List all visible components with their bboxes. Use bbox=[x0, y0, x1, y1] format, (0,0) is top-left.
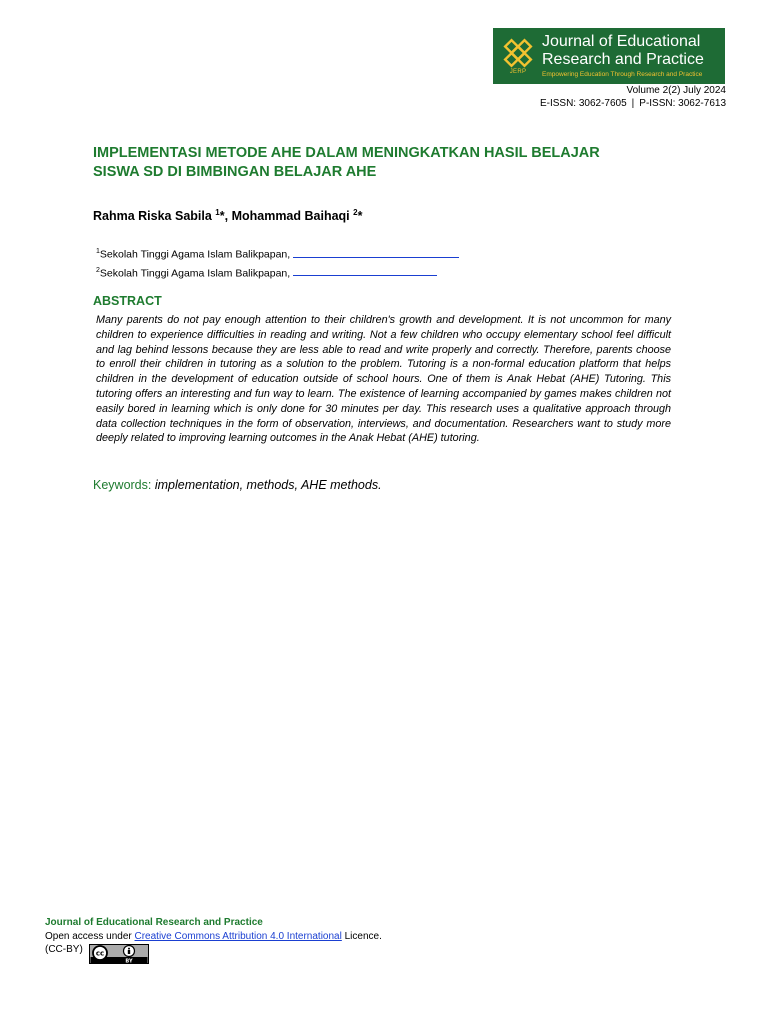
svg-text:cc: cc bbox=[95, 949, 104, 958]
author-separator: , bbox=[224, 209, 232, 224]
cc-by-badge-icon[interactable] bbox=[89, 944, 149, 969]
eissn: E-ISSN: 3062-7605 bbox=[539, 98, 627, 109]
email-link[interactable] bbox=[293, 247, 459, 258]
issn-separator: | bbox=[631, 98, 635, 109]
logo-text bbox=[542, 33, 704, 79]
logo-abbreviation: JERP bbox=[509, 68, 527, 75]
badge-by-text: BY bbox=[125, 958, 133, 964]
keywords bbox=[93, 478, 382, 492]
license-link[interactable]: Creative Commons Attribution 4.0 International bbox=[134, 930, 342, 942]
journal-logo-banner bbox=[493, 28, 725, 84]
corresponding-mark: * bbox=[219, 209, 225, 224]
license-suffix: Licence. bbox=[341, 930, 382, 942]
author-affil-sup: 1 bbox=[215, 208, 220, 217]
affiliation-item bbox=[96, 244, 459, 263]
issue-info bbox=[540, 84, 726, 110]
title-line-1: IMPLEMENTASI METODE AHE DALAM MENINGKATKAN HASIL BELAJAR bbox=[93, 145, 600, 161]
license-line bbox=[45, 930, 382, 944]
title-line-2: SISWA SD DI BIMBINGAN BELAJAR AHE bbox=[93, 164, 377, 180]
cc-row bbox=[45, 943, 382, 969]
author-name: Mohammad Baihaqi bbox=[231, 209, 354, 224]
abstract-heading: ABSTRACT bbox=[93, 294, 162, 308]
license-prefix: Open access under bbox=[45, 930, 135, 942]
article-title bbox=[93, 144, 653, 182]
affiliation-text: Sekolah Tinggi Agama Islam Balikpapan, bbox=[99, 267, 294, 279]
affiliation-text: Sekolah Tinggi Agama Islam Balikpapan, bbox=[99, 248, 294, 261]
abstract-text: Many parents do not pay enough attention to their children's growth and development. It is not uncommon for many children to experience difficulties in reading and writing. Not a few children who occupy elementary school feel difficult and lag behind lessons because they are less able to read and write properly and correctly. Therefore, parents choose to enroll their children in tutoring as a solution to the problem. Tutoring is a non-formal education platform that helps children in the development of education outside of school hours. One of them is Anak Hebat (AHE) Tutoring. This tutoring offers an interesting and fun way to learn. The existence of learning accompanied by games makes children not easily bored in learning which is only done for 30 minutes per day. This research uses a qualitative approach through data collection techniques in the form of observation, interviews, and documentation. Researchers want to study more deeply related to improving learning outcomes in the Anak Hebat (AHE) tutoring. bbox=[96, 314, 671, 445]
affiliations bbox=[96, 244, 459, 281]
author-affil-sup: 2 bbox=[353, 208, 358, 217]
author-name: Rahma Riska Sabila bbox=[93, 209, 216, 224]
journal-tagline: Empowering Education Through Research and Practice bbox=[542, 71, 703, 78]
journal-emblem-icon bbox=[499, 32, 537, 80]
affiliation-sup: 1 bbox=[96, 248, 100, 255]
issn-line bbox=[540, 97, 726, 110]
journal-title-line1: Journal of Educational bbox=[542, 33, 701, 50]
pissn: P-ISSN: 3062-7613 bbox=[639, 98, 726, 109]
page-footer bbox=[45, 916, 382, 969]
keywords-text: implementation, methods, AHE methods. bbox=[151, 478, 382, 492]
journal-title-line2: Research and Practice bbox=[542, 51, 704, 68]
cc-label: (CC-BY) bbox=[45, 944, 83, 955]
keywords-label: Keywords: bbox=[93, 478, 152, 492]
corresponding-mark: * bbox=[357, 209, 363, 224]
affiliation-item bbox=[96, 263, 459, 282]
affiliation-sup: 2 bbox=[96, 266, 100, 274]
footer-journal-name: Journal of Educational Research and Practice bbox=[45, 917, 263, 928]
author-list bbox=[93, 208, 362, 223]
volume-label: Volume 2(2) July 2024 bbox=[626, 85, 726, 96]
email-link[interactable] bbox=[293, 265, 437, 276]
